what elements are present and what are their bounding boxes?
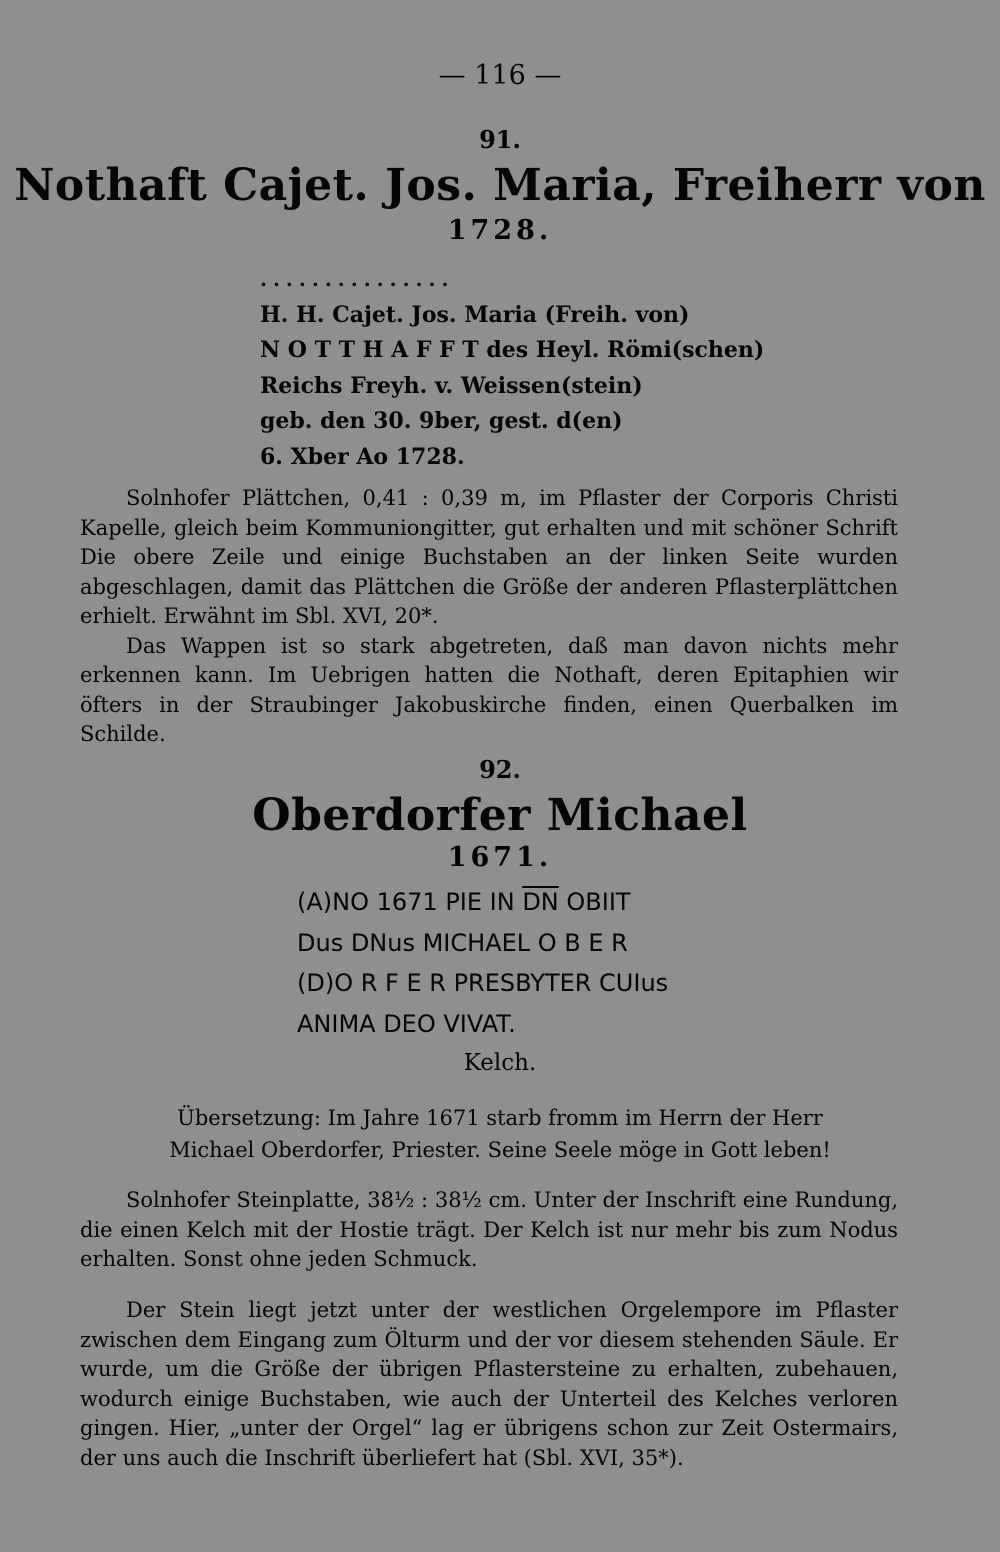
description-92-part2 (80, 1296, 898, 1473)
entry-heading-oberdorfer: Oberdorfer Michael (252, 790, 748, 841)
inscription-line: 6. Xber Ao 1728. (260, 443, 465, 470)
translation-line: Michael Oberdorfer, Priester. Seine Seele möge in Gott leben! (169, 1138, 831, 1162)
latin-line: ANIMA DEO VIVAT. (297, 1009, 516, 1038)
latin-text: (A)NO 1671 PIE IN (297, 888, 523, 916)
latin-line (297, 882, 668, 923)
entry-heading-nothaft: Nothaft Cajet. Jos. Maria, Freiherr von (14, 160, 986, 211)
inscription-line: N O T T H A F F T des Heyl. Römi(schen) (260, 337, 765, 363)
inscription-line: Reichs Freyh. v. Weissen(stein) (260, 372, 643, 399)
entry-year-1728: 1728. (447, 215, 553, 246)
paragraph: Solnhofer Plättchen, 0,41 : 0,39 m, im Pflaster der Corporis Christi Kapelle, gleich beim Kommuniongitter, gut erhalten und mit schöner Schrift Die obere Zeile und einige Buchstaben an der linken Seite wurden abgeschlagen, damit das Plättchen die Größe der anderen Pflasterplättchen erhielt. Erwähnt im Sbl. XVI, 20*. (80, 486, 898, 628)
latin-line: Dus DNus MICHAEL O B E R (297, 928, 628, 957)
paragraph: Der Stein liegt jetzt unter der westlichen Orgelempore im Pflaster zwischen dem Eingang zum Ölturm und der vor diesem stehenden Säule. Er wurde, um die Größe der übrigen Pflastersteine zu erhalten, zubehauen, wodurch einige Buchstaben, wie auch der Unterteil des Kelches verloren gingen. Hier, „unter der Orgel“ lag er übrigens schon zur Zeit Ostermairs, der uns auch die Inschrift überliefert hat (Sbl. XVI, 35*). (80, 1298, 898, 1470)
inscription-dots: ............... (260, 267, 455, 291)
entry-number-92: 92. (479, 755, 521, 784)
inscription-91 (260, 262, 764, 475)
latin-text: OBIIT (558, 888, 631, 916)
inscription-line: geb. den 30. 9ber, gest. d(en) (260, 408, 623, 434)
caption-kelch: Kelch. (463, 1050, 537, 1076)
translation-line: Übersetzung: Im Jahre 1671 starb fromm im Herrn der Herr (177, 1106, 823, 1130)
paragraph: Solnhofer Steinplatte, 38½ : 38½ cm. Unter der Inschrift eine Rundung, die einen Kelch mit der Hostie trägt. Der Kelch ist nur mehr bis zum Nodus erhalten. Sonst ohne jeden Schmuck. (80, 1188, 898, 1271)
description-91 (80, 484, 898, 750)
description-92-part1 (80, 1186, 898, 1275)
paragraph: Das Wappen ist so stark abgetreten, daß man davon nichts mehr erkennen kann. Im Uebrigen hatten die Nothaft, deren Epitaphien wir öfters in der Straubinger Jakobuskirche finden, einen Querbalken im Schilde. (80, 633, 898, 746)
inscription-92 (297, 882, 668, 1044)
latin-abbrev: $\overline{DN}$ (522, 888, 559, 916)
entry-number-91: 91. (479, 125, 521, 154)
latin-line: (D)O R F E R PRESBYTER CUIus (297, 969, 669, 997)
inscription-line: H. H. Cajet. Jos. Maria (Freih. von) (260, 301, 690, 328)
page-number: — 116 — (438, 60, 562, 91)
entry-year-1671: 1671. (447, 842, 553, 873)
translation (0, 1102, 1000, 1166)
